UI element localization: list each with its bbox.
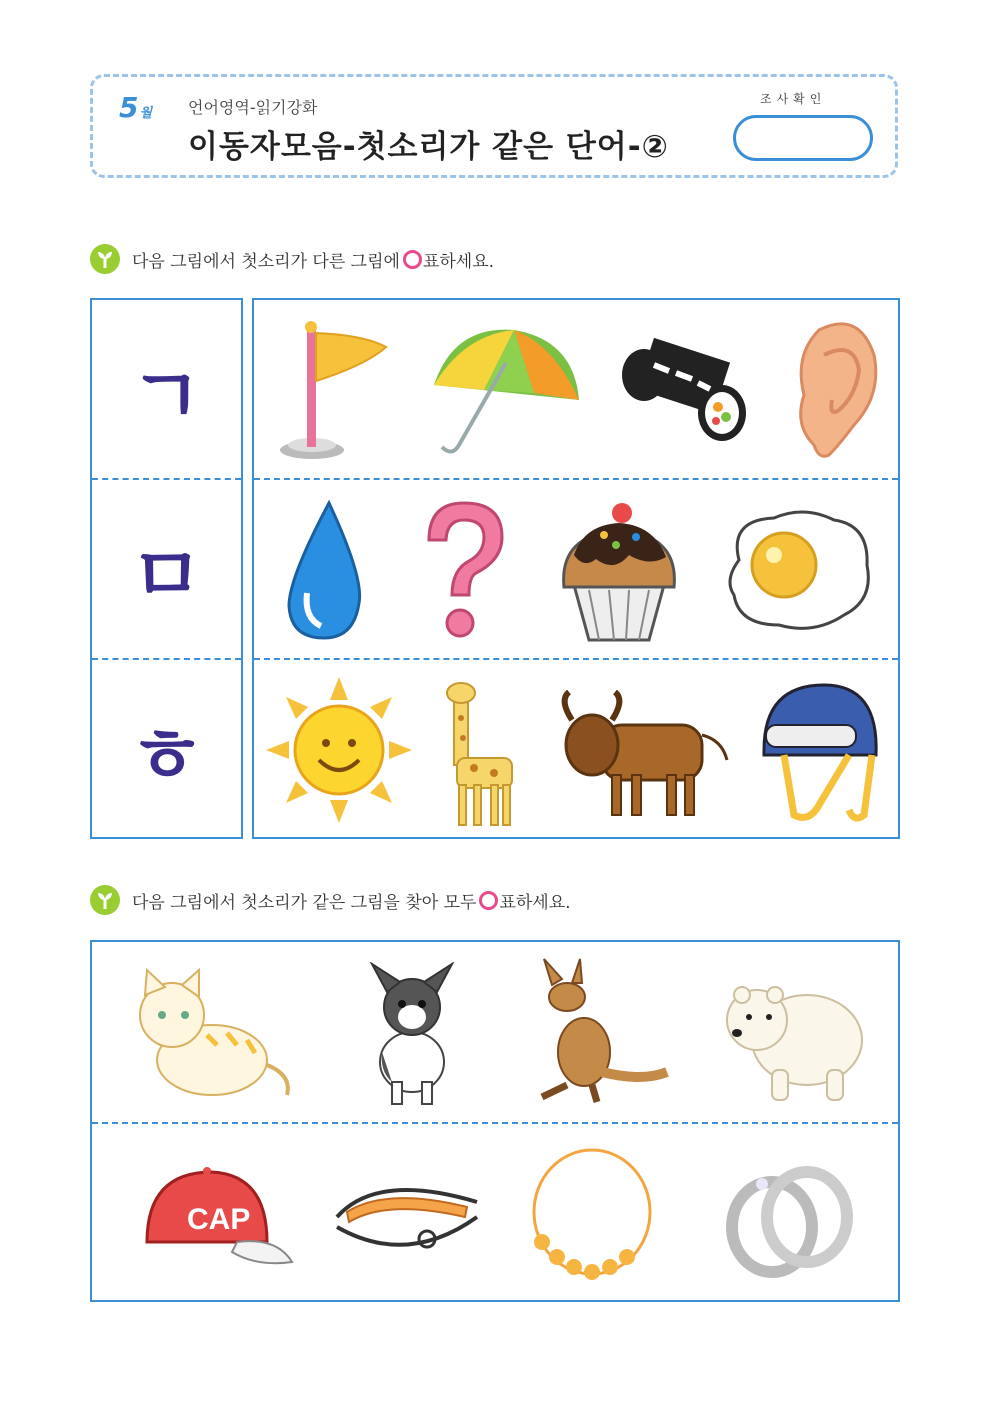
polar-bear-icon[interactable] xyxy=(707,957,877,1112)
instruction-1 xyxy=(90,244,494,274)
rings-icon[interactable] xyxy=(712,1142,872,1292)
picture-grid-1 xyxy=(252,298,900,839)
row-divider xyxy=(254,658,898,660)
consonant-mieum: ㅁ xyxy=(129,530,204,620)
muffin-icon[interactable] xyxy=(544,490,694,650)
sun-icon[interactable] xyxy=(264,670,414,830)
consonant-column xyxy=(90,298,243,839)
consonant-hieut: ㅎ xyxy=(129,710,204,800)
month-number: 5 xyxy=(119,91,139,124)
cap-icon[interactable] xyxy=(132,1142,302,1292)
instruction-2-tail: 표하세요. xyxy=(499,892,571,913)
instruction-1-tail: 표하세요. xyxy=(422,251,495,272)
giraffe-icon[interactable] xyxy=(424,670,534,830)
kangaroo-icon[interactable] xyxy=(512,952,682,1112)
instruction-1-text: 다음 그림에서 첫소리가 다른 그림에 xyxy=(132,251,400,272)
kitten-icon[interactable] xyxy=(122,957,302,1112)
puppy-icon[interactable] xyxy=(337,957,487,1112)
instruction-2 xyxy=(90,885,571,915)
flag-icon[interactable] xyxy=(264,310,404,470)
circle-mark-icon xyxy=(403,250,422,269)
question-mark-icon[interactable] xyxy=(404,490,524,650)
circle-mark-icon xyxy=(479,891,498,910)
month-badge xyxy=(119,91,152,124)
check-box[interactable] xyxy=(733,115,873,161)
gimbap-icon[interactable] xyxy=(609,320,759,470)
cap-text: CAP xyxy=(187,1203,251,1236)
umbrella-icon[interactable] xyxy=(419,310,589,470)
worksheet-header xyxy=(90,74,898,178)
month-unit: 월 xyxy=(139,106,153,121)
fried-egg-icon[interactable] xyxy=(714,490,884,650)
water-drop-icon[interactable] xyxy=(264,490,384,650)
ear-icon[interactable] xyxy=(774,310,894,470)
row-divider xyxy=(92,1122,898,1124)
row-divider xyxy=(254,478,898,480)
check-label: 조사확인 xyxy=(760,92,827,106)
necklace-icon[interactable] xyxy=(512,1137,672,1297)
subject-label: 언어영역-읽기강화 xyxy=(188,98,318,117)
picture-grid-2 xyxy=(90,940,900,1302)
bull-icon[interactable] xyxy=(554,680,734,830)
sprout-bullet-icon xyxy=(90,244,120,274)
helmet-icon[interactable] xyxy=(744,670,894,830)
consonant-giyeok: ㄱ xyxy=(129,350,204,440)
instruction-2-text: 다음 그림에서 첫소리가 같은 그림을 찾아 모두 xyxy=(132,892,477,913)
sprout-bullet-icon xyxy=(90,885,120,915)
page-title: 이동자모음-첫소리가 같은 단어-② xyxy=(188,129,669,165)
headband-icon[interactable] xyxy=(322,1152,492,1282)
